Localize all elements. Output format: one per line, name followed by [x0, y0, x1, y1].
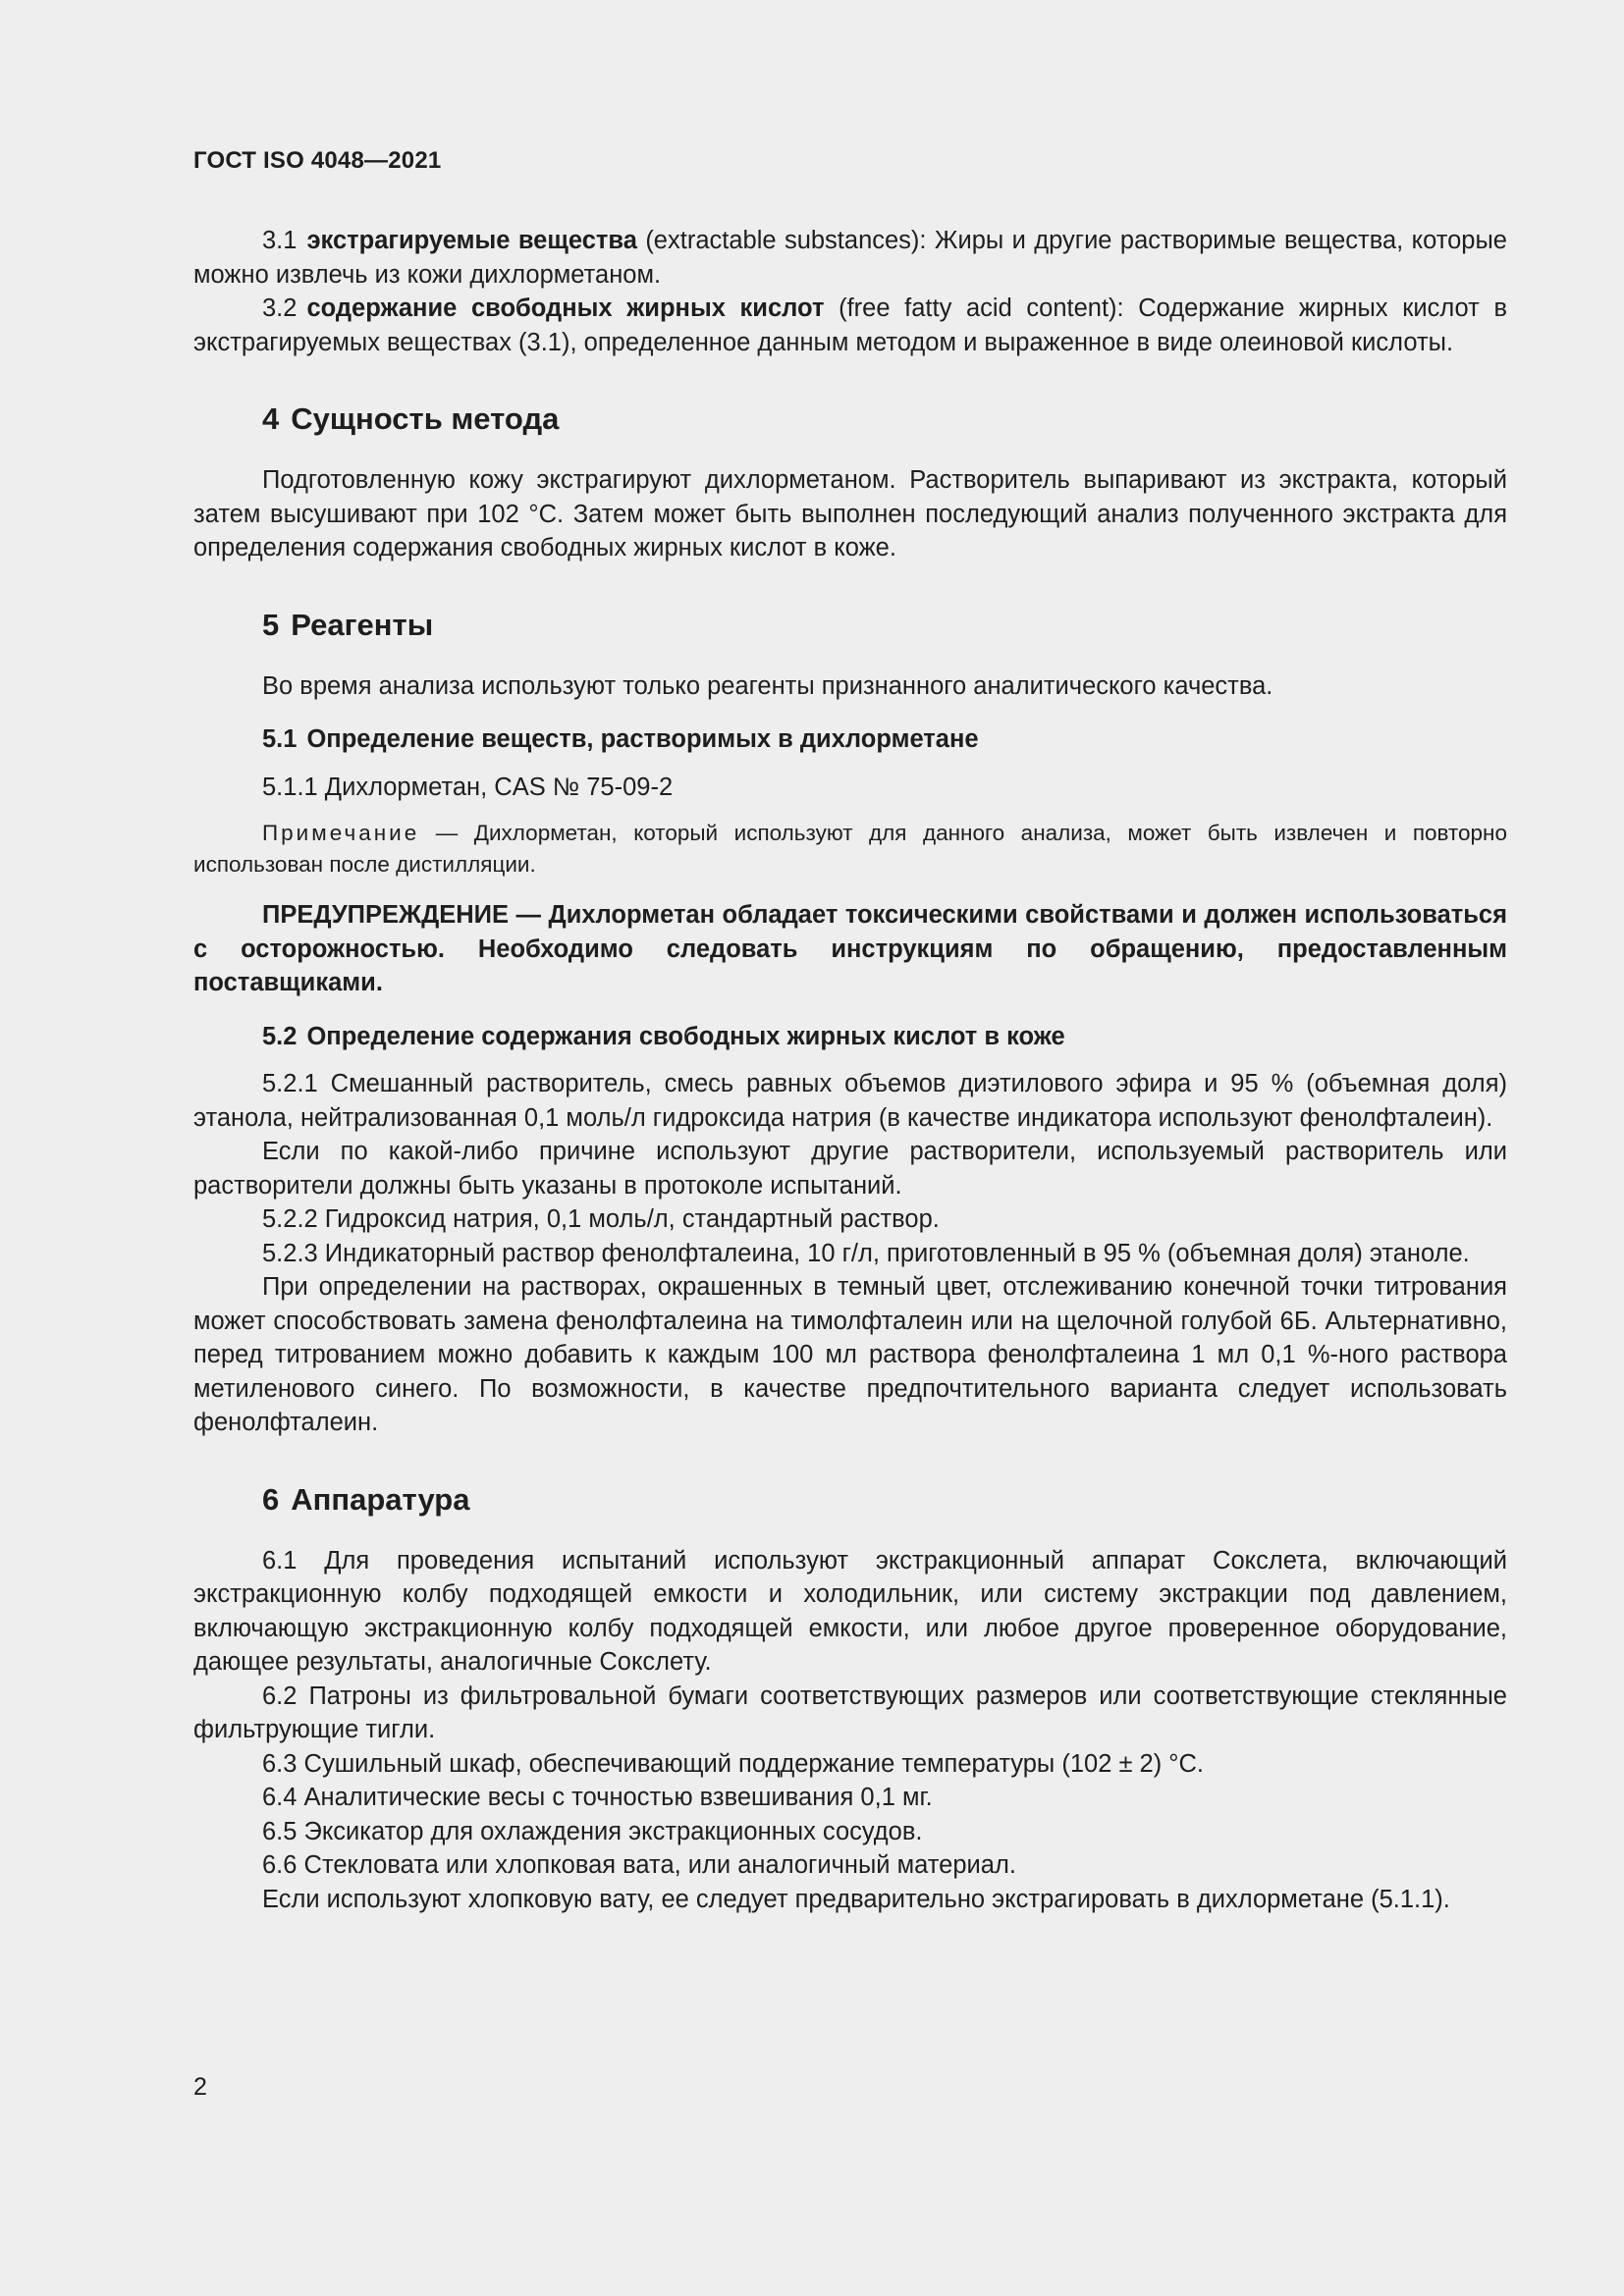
subsection-title: Определение содержания свободных жирных кислот в коже	[306, 1022, 1065, 1050]
clause-5-2-1: 5.2.1 Смешанный растворитель, смесь равных объемов диэтилового эфира и 95 % (объемная доля) этанола, нейтрализованная 0,1 моль/л гидроксида натрия (в качестве индикатора используют фенолфталеин).	[193, 1070, 1507, 1132]
note-label: Примечание	[262, 821, 420, 845]
section-5-heading	[262, 607, 1507, 644]
clause-5-2-2: 5.2.2 Гидроксид натрия, 0,1 моль/л, стандартный раствор.	[262, 1205, 940, 1233]
clause-6-1: 6.1 Для проведения испытаний используют экстракционный аппарат Сокслета, включающий экстракционную колбу подходящей емкости и холодильник, или систему экстракции под давлением, включающую экстракционную колбу подходящей емкости, или любое другое проверенное оборудование, дающее результаты, аналогичные Сокслету.	[193, 1546, 1507, 1676]
section-number: 5	[262, 607, 280, 642]
defined-term: экстрагируемые вещества	[306, 227, 637, 254]
note-text: — Дихлорметан, который используют для данного анализа, может быть извлечен и повторно использован после дистилляции.	[193, 821, 1507, 877]
subsection-number: 5.2	[262, 1022, 298, 1050]
warning: ПРЕДУПРЕЖДЕНИЕ — Дихлорметан обладает токсическими свойствами и должен использоваться с осторожностью. Необходимо следовать инструкциям по обращению, предоставленным поставщиками.	[193, 901, 1507, 996]
definition-3-1	[193, 224, 1507, 292]
section-4-heading	[262, 400, 1507, 438]
clause-6-2: 6.2 Патроны из фильтровальной бумаги соответствующих размеров или соответствующие стеклянные фильтрующие тигли.	[193, 1682, 1507, 1743]
section-number: 4	[262, 401, 280, 436]
definition-3-2	[193, 292, 1507, 359]
definition-text: (extractable substances): Жиры и другие растворимые вещества, которые можно извлечь из кожи дихлорметаном.	[193, 227, 1507, 289]
clause-6-3: 6.3 Сушильный шкаф, обеспечивающий поддержание температуры (102 ± 2) °C.	[262, 1749, 1205, 1778]
subsection-5-1-heading	[193, 722, 1507, 757]
clause-5-2-3: 5.2.3 Индикаторный раствор фенолфталеина, 10 г/л, приготовленный в 95 % (объемная доля) этаноле.	[262, 1239, 1470, 1267]
section-number: 6	[262, 1481, 280, 1517]
clause-5-1-1: 5.1.1 Дихлорметан, CAS № 75-09-2	[262, 773, 674, 801]
page-number: 2	[193, 2073, 207, 2101]
clause-5-2-1-continuation: Если по какой-либо причине используют другие растворители, используемый растворитель или растворители должны быть указаны в протоколе испытаний.	[193, 1138, 1507, 1200]
section-5-intro: Во время анализа используют только реагенты признанного аналитического качества.	[262, 671, 1273, 700]
subsection-5-2-heading	[193, 1020, 1507, 1054]
clause-number: 3.1	[262, 227, 298, 254]
section-title: Аппаратура	[291, 1481, 470, 1517]
document-header: ГОСТ ISO 4048—2021	[193, 147, 442, 174]
defined-term: содержание свободных жирных кислот	[306, 294, 825, 322]
clause-6-4: 6.4 Аналитические весы с точностью взвешивания 0,1 мг.	[262, 1784, 933, 1811]
clause-5-2-3-continuation: При определении на растворах, окрашенных в темный цвет, отслеживанию конечной точки титрования может способствовать замена фенолфталеина на тимолфталеин или на щелочной голубой 6Б. Альтернативно, перед титрованием можно добавить к каждым 100 мл раствора фенолфталеина 1 мл 0,1 %-ного раствора метиленового синего. По возможности, в качестве предпочтительного варианта следует использовать фенолфталеин.	[193, 1273, 1507, 1436]
subsection-number: 5.1	[262, 725, 298, 753]
clause-6-6: 6.6 Стекловата или хлопковая вата, или аналогичный материал.	[262, 1851, 1016, 1879]
definition-text: (free fatty acid content): Содержание жирных кислот в экстрагируемых веществах (3.1), определенное данным методом и выраженное в виде олеиновой кислоты.	[193, 294, 1507, 356]
document-body	[193, 224, 1507, 1916]
subsection-title: Определение веществ, растворимых в дихлорметане	[306, 725, 979, 753]
note	[193, 818, 1507, 881]
section-title: Сущность метода	[291, 401, 560, 436]
clause-6-5: 6.5 Эксикатор для охлаждения экстракционных сосудов.	[262, 1817, 923, 1845]
section-4-paragraph: Подготовленную кожу экстрагируют дихлорметаном. Растворитель выпаривают из экстракта, который затем высушивают при 102 °C. Затем может быть выполнен последующий анализ полученного экстракта для определения содержания свободных жирных кислот в коже.	[193, 466, 1507, 561]
clause-number: 3.2	[262, 294, 298, 322]
clause-6-6-continuation: Если используют хлопковую вату, ее следует предварительно экстрагировать в дихлорметане (5.1.1).	[262, 1885, 1450, 1913]
section-title: Реагенты	[291, 607, 434, 642]
section-6-heading	[262, 1481, 1507, 1519]
